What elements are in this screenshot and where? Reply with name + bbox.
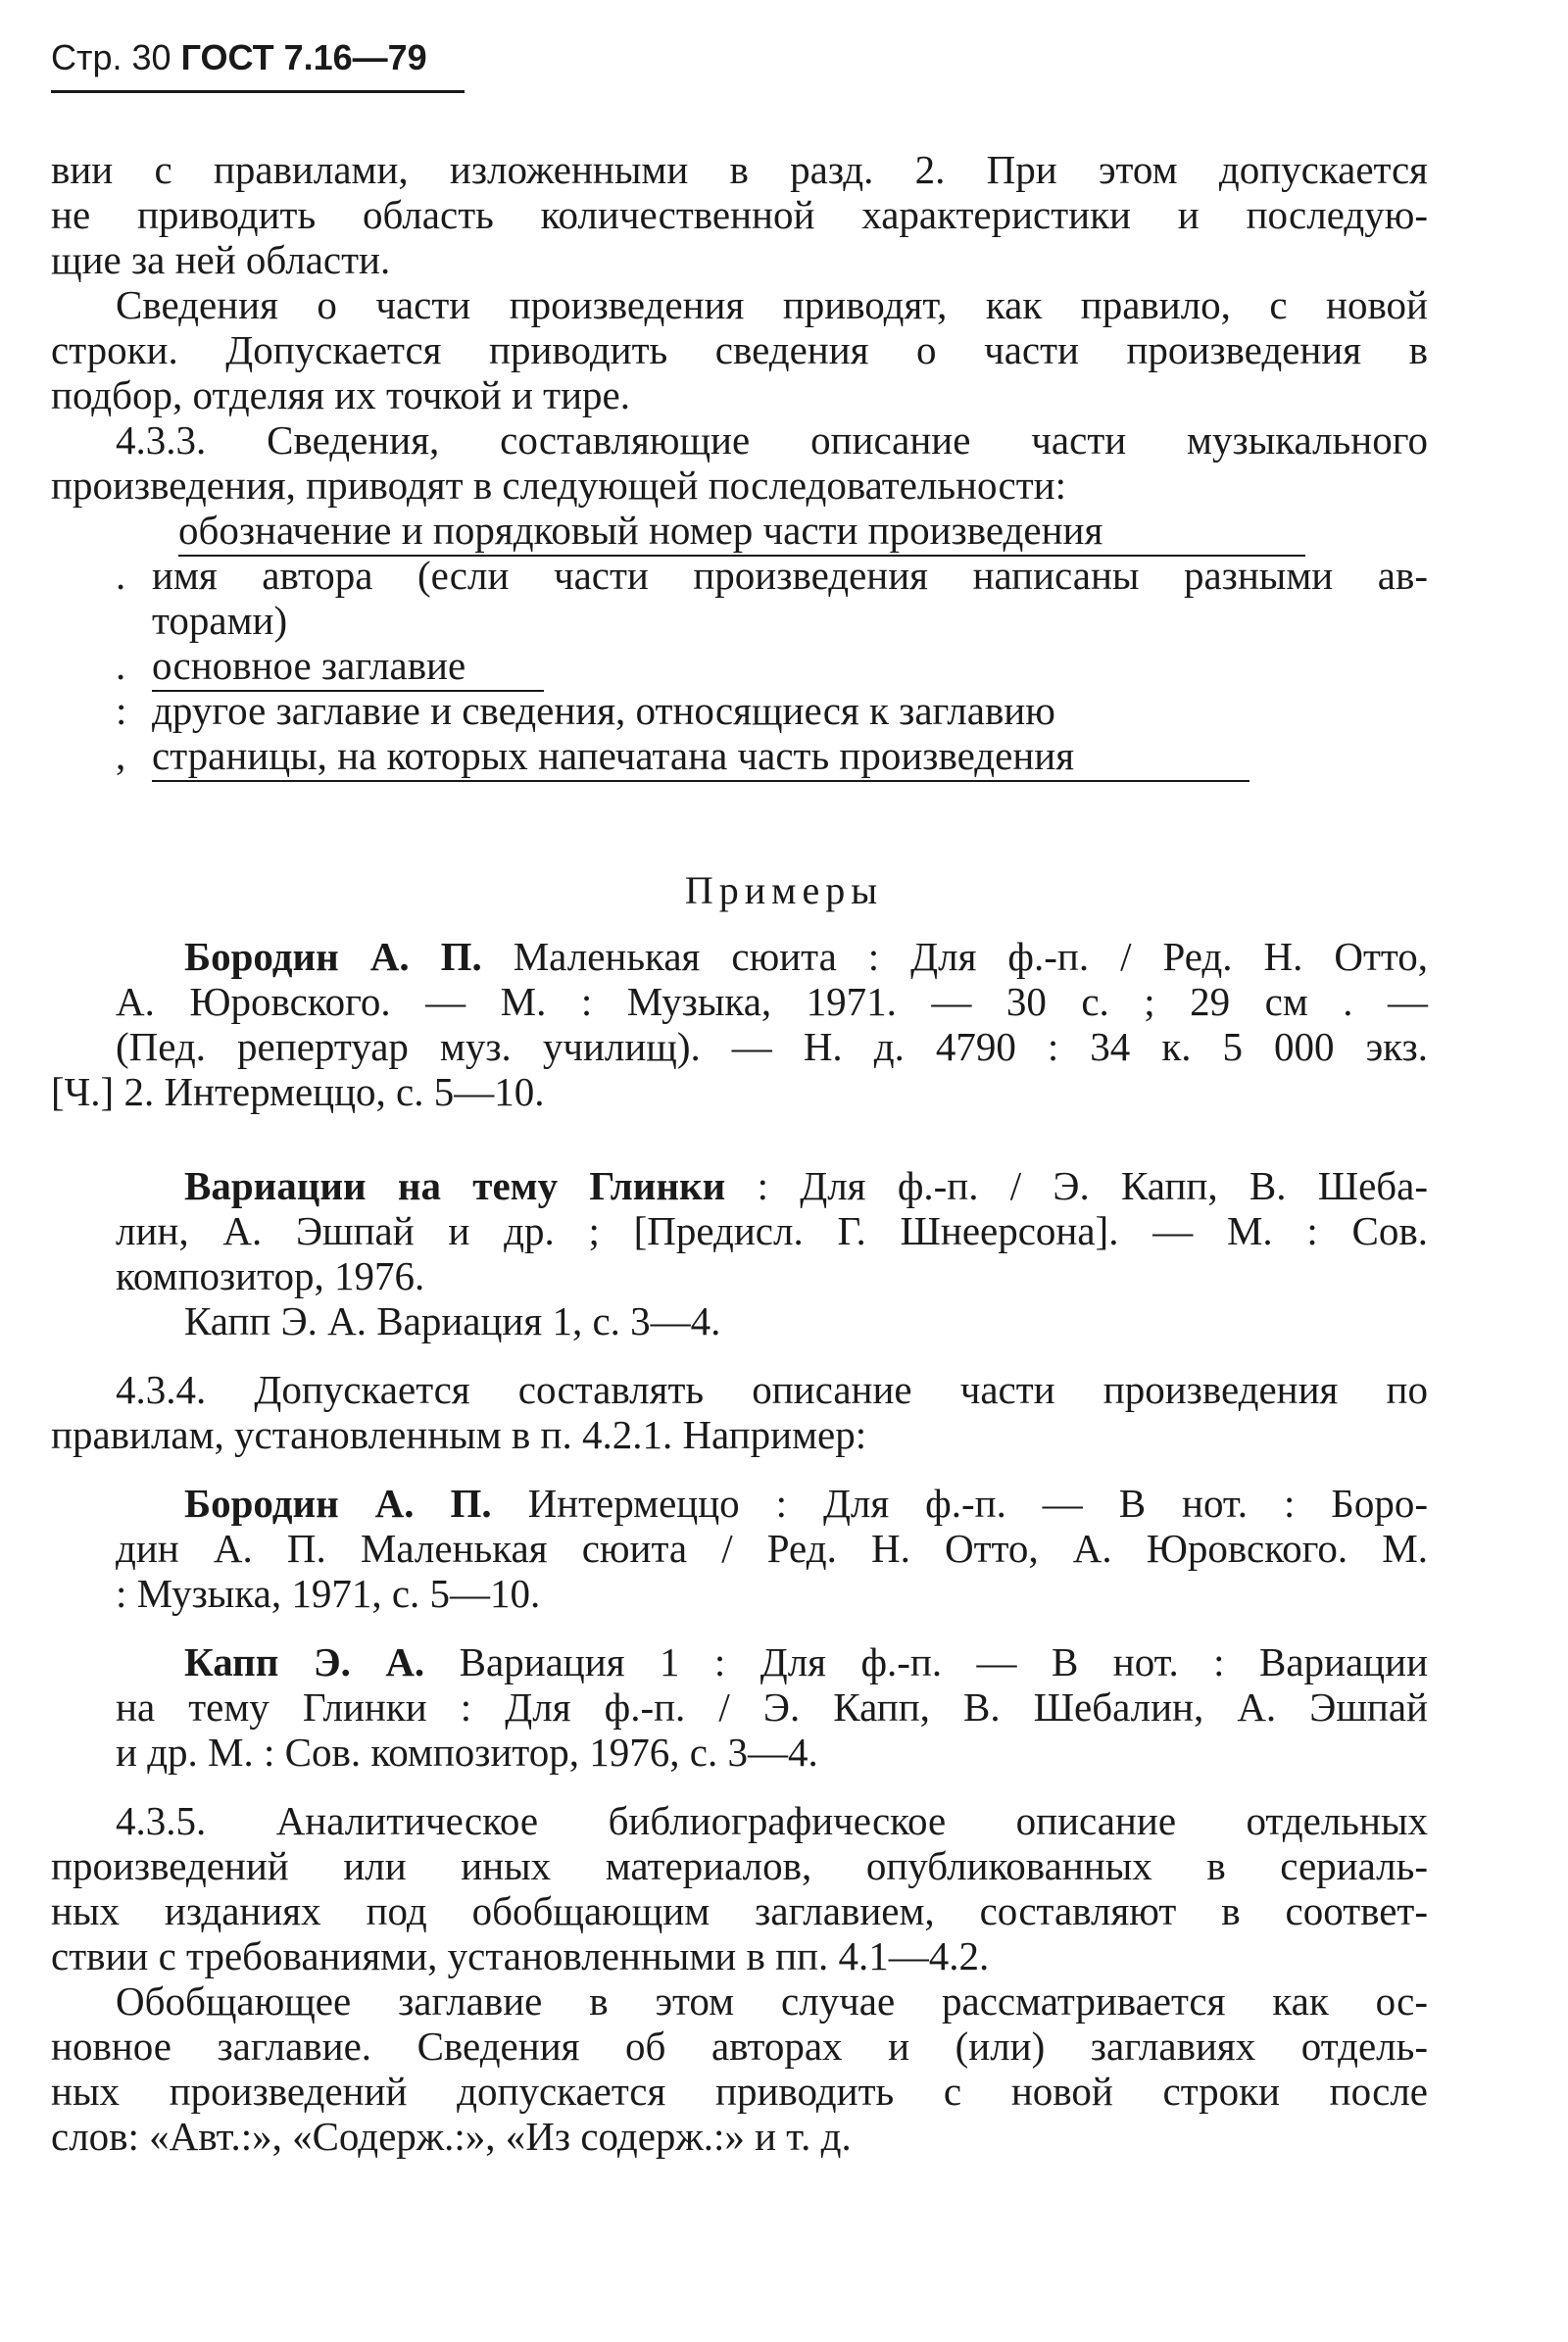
example-line: Капп Э. А. Вариация 1 : Для ф.-п. — В нот. : Вариации [184, 1639, 1429, 1684]
example-line: [Ч.] 2. Интермеццо, с. 5—10. [51, 1069, 545, 1114]
example-author: Бородин А. П. [184, 934, 482, 979]
example-line: и др. М. : Сов. композитор, 1976, с. 3—4. [116, 1730, 818, 1775]
text-line: 4.3.5. Аналитическое библиографическое описание отдельных [116, 1798, 1428, 1843]
text-line: подбор, отделяя их точкой и тире. [51, 372, 630, 417]
scheme-punctuation: . [116, 643, 126, 688]
header-rule [51, 90, 465, 93]
example-line: : Музыка, 1971, с. 5—10. [116, 1571, 541, 1616]
text-line: произведения, приводят в следующей последовательности: [51, 463, 1066, 508]
scheme-item: другое заглавие и сведения, относящиеся к заглавию [152, 688, 1055, 733]
example-author: Бородин А. П. [184, 1481, 492, 1526]
example-line: дин А. П. Маленькая сюита / Ред. Н. Отто, А. Юровского. М. [116, 1526, 1428, 1571]
page-number: Стр. 30 [51, 37, 172, 77]
example-line: Капп Э. А. Вариация 1, с. 3—4. [184, 1298, 721, 1343]
text-line: слов: «Авт.:», «Содерж.:», «Из содерж.:» и т. д. [51, 2114, 852, 2159]
text-line: ствии с требованиями, установленными в пп. 4.1—4.2. [51, 1933, 990, 1978]
text-line: Сведения о части произведения приводят, как правило, с новой [116, 282, 1428, 327]
text-line: новное заглавие. Сведения об авторах и (или) заглавиях отдель- [51, 2024, 1428, 2069]
scheme-item: имя автора (если части произведения написаны разными ав- [152, 553, 1428, 598]
example-author: Капп Э. А. [184, 1639, 425, 1684]
scheme-punctuation: , [116, 733, 126, 778]
text-line: строки. Допускается приводить сведения о части произведения в [51, 327, 1428, 372]
scheme-item: обозначение и порядковый номер части произведения [178, 511, 1305, 557]
text-line: не приводить область количественной характеристики и последую- [51, 192, 1428, 237]
scheme-item: страницы, на которых напечатана часть произведения [152, 736, 1250, 782]
text-line: 4.3.4. Допускается составлять описание части произведения по [116, 1367, 1428, 1412]
scheme-punctuation: : [116, 688, 127, 733]
text-line: вии с правилами, изложенными в разд. 2. При этом допускается [51, 147, 1428, 192]
text-line: правилам, установленным в п. 4.2.1. Например: [51, 1412, 867, 1457]
example-title: Вариации на тему Глинки [184, 1163, 726, 1208]
scheme-item-continuation: торами) [152, 598, 288, 643]
example-line: на тему Глинки : Для ф.-п. / Э. Капп, В. Шебалин, А. Эшпай [116, 1684, 1428, 1730]
scheme-item: основное заглавие [152, 646, 544, 692]
text-line: ных изданиях под обобщающим заглавием, составляют в соответ- [51, 1888, 1428, 1933]
example-line: Бородин А. П. Интермеццо : Для ф.-п. — В нот. : Боро- [184, 1481, 1429, 1526]
text-line: произведений или иных материалов, опубликованных в сериаль- [51, 1843, 1428, 1888]
examples-heading: Примеры [684, 868, 884, 912]
text-line: Обобщающее заглавие в этом случае рассматривается как ос- [116, 1978, 1428, 2024]
page-header [51, 37, 427, 78]
text-line: 4.3.3. Сведения, составляющие описание части музыкального [116, 417, 1428, 463]
example-line: Бородин А. П. Маленькая сюита : Для ф.-п. / Ред. Н. Отто, [184, 934, 1429, 979]
standard-code: ГОСТ 7.16—79 [180, 37, 427, 77]
example-line: Вариации на тему Глинки : Для ф.-п. / Э. Капп, В. Шеба- [184, 1163, 1429, 1208]
example-line: А. Юровского. — М. : Музыка, 1971. — 30 с. ; 29 см . — [116, 979, 1428, 1024]
example-line: лин, А. Эшпай и др. ; [Предисл. Г. Шнеерсона]. — М. : Сов. [116, 1208, 1428, 1253]
text-line: щие за ней области. [51, 237, 391, 282]
text-line: ных произведений допускается приводить с новой строки после [51, 2069, 1428, 2114]
example-line: (Пед. репертуар муз. училищ). — Н. д. 4790 : 34 к. 5 000 экз. [116, 1024, 1428, 1069]
example-line: композитор, 1976. [116, 1253, 425, 1298]
scheme-punctuation: . [116, 553, 126, 598]
